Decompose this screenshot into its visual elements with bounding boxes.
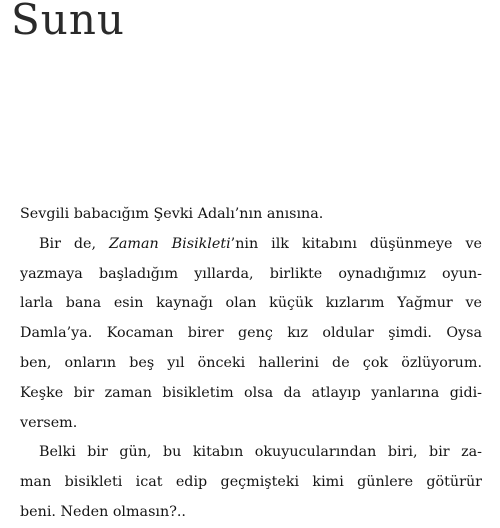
- dedication-text: [20, 200, 482, 528]
- text-line: versem.: [20, 414, 78, 431]
- text-line: beni. Neden olmasın?..: [20, 503, 186, 520]
- text-line: Keşke bir zaman bisikletim olsa da atlayıp yanlarına gidi-: [20, 384, 482, 401]
- text-line: [20, 230, 482, 260]
- text-line: ben, onların beş yıl önceki hallerini de çok özlüyorum.: [20, 354, 482, 371]
- text-line: man bisikleti icat edip geçmişteki kimi günlere götürür: [20, 474, 482, 491]
- text-segment: ’nin ilk kitabını düşünmeye ve: [230, 235, 483, 252]
- text-line: larla bana esin kaynağı olan küçük kızlarım Yağmur ve: [20, 295, 482, 312]
- page-title: Sunu: [11, 0, 125, 44]
- text-line: Damla’ya. Kocaman birer genç kız oldular şimdi. Oysa: [20, 325, 482, 342]
- book-title-italic: Zaman Bisikleti: [108, 235, 231, 252]
- text-segment: Bir de,: [39, 235, 109, 252]
- text-line: Belki bir gün, bu kitabın okuyucularından biri, bir za-: [39, 444, 482, 461]
- text-line: yazmaya başladığım yıllarda, birlikte oynadığımız oyun-: [20, 265, 482, 282]
- text-line: Sevgili babacığım Şevki Adalı’nın anısına.: [20, 206, 324, 222]
